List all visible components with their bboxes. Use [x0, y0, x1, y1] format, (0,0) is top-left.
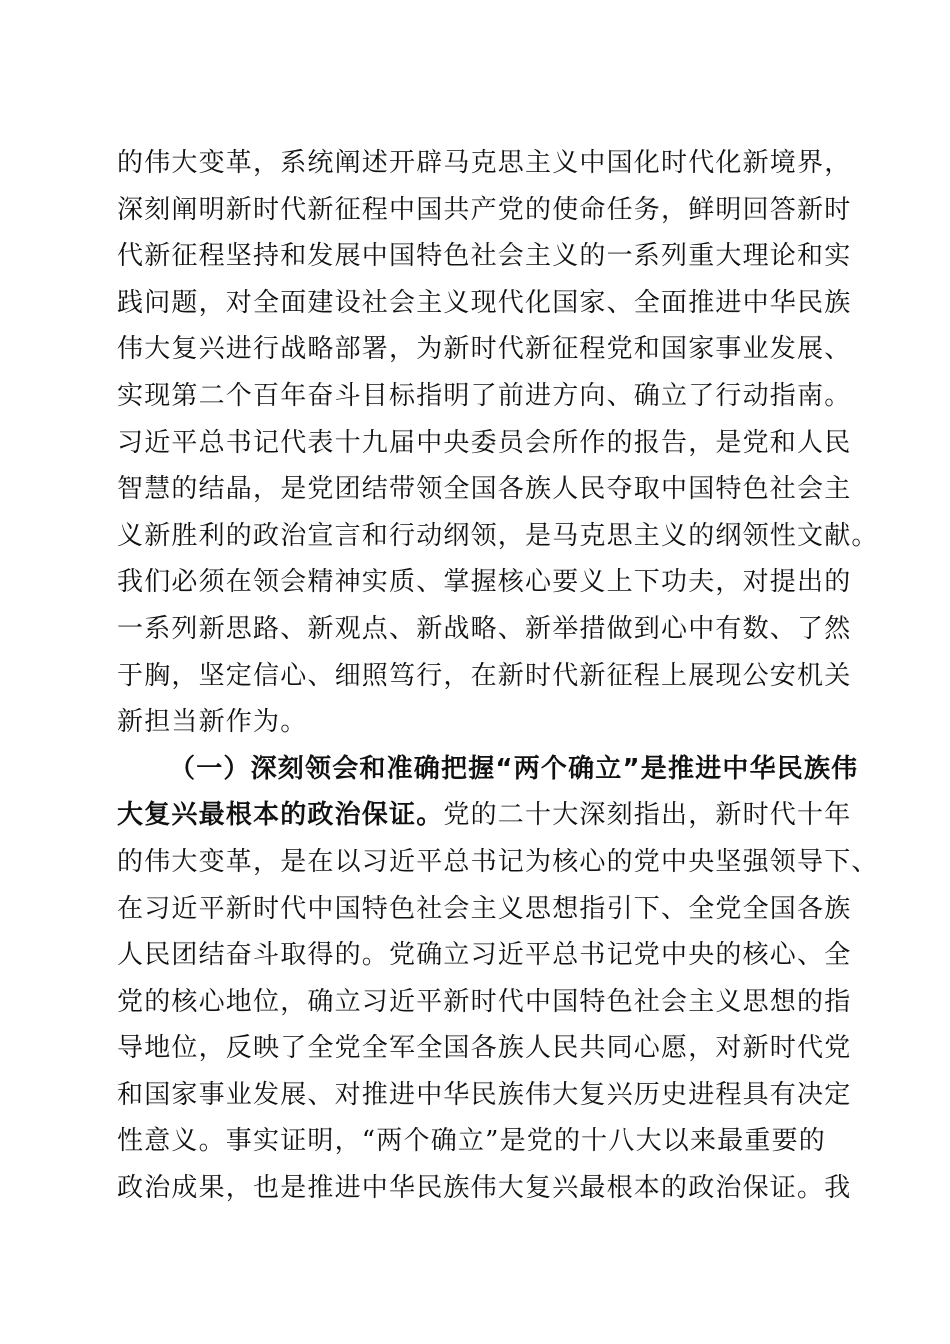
text-line: 于胸，坚定信心、细照笃行，在新时代新征程上展现公安机关 [117, 660, 852, 691]
text-line: 在习近平新时代中国特色社会主义思想指引下、全党全国各族 [117, 893, 852, 924]
text-line: 人民团结奋斗取得的。党确立习近平总书记党中央的核心、全 [117, 940, 852, 971]
text-line: 代新征程坚持和发展中国特色社会主义的一系列重大理论和实 [117, 241, 852, 272]
text-line: 伟大复兴进行战略部署，为新时代新征程党和国家事业发展、 [117, 334, 852, 365]
text-line: 习近平总书记代表十九届中央委员会所作的报告，是党和人民 [117, 427, 852, 458]
text-line: 新担当新作为。 [117, 707, 308, 738]
text-line: 的伟大变革，是在以习近平总书记为核心的党中央坚强领导下、 [117, 846, 879, 877]
section-heading-end: 大复兴最根本的政治保证。 [117, 800, 444, 831]
section-heading-continuation [117, 792, 852, 839]
section-text-start: 党的二十大深刻指出，新时代十年 [443, 800, 852, 831]
text-line: 深刻阐明新时代新征程中国共产党的使命任务，鲜明回答新时 [117, 194, 852, 225]
text-line: 实现第二个百年奋斗目标指明了前进方向、确立了行动指南。 [117, 380, 852, 411]
text-line: 党的核心地位，确立习近平新时代中国特色社会主义思想的指 [117, 986, 852, 1017]
section-heading: （一）深刻领会和准确把握“两个确立”是推进中华民族伟 [169, 753, 859, 784]
text-line: 我们必须在领会精神实质、掌握核心要义上下功夫，对提出的 [117, 567, 852, 598]
body-text [117, 140, 879, 1212]
text-line: 智慧的结晶，是党团结带领全国各族人民夺取中国特色社会主 [117, 474, 852, 505]
text-line: 的伟大变革，系统阐述开辟马克思主义中国化时代化新境界， [117, 148, 852, 178]
text-line: 性意义。事实证明，“两个确立”是党的十八大以来最重要的 [117, 1126, 826, 1157]
text-line: 一系列新思路、新观点、新战略、新举措做到心中有数、了然 [117, 613, 852, 644]
text-line: 政治成果，也是推进中华民族伟大复兴最根本的政治保证。我 [117, 1173, 852, 1204]
text-line: 和国家事业发展、对推进中华民族伟大复兴历史进程具有决定 [117, 1079, 852, 1110]
text-line: 义新胜利的政治宣言和行动纲领，是马克思主义的纲领性文献。 [117, 520, 879, 551]
text-line: 导地位，反映了全党全军全国各族人民共同心愿，对新时代党 [117, 1033, 852, 1064]
text-line: 践问题，对全面建设社会主义现代化国家、全面推进中华民族 [117, 287, 852, 318]
